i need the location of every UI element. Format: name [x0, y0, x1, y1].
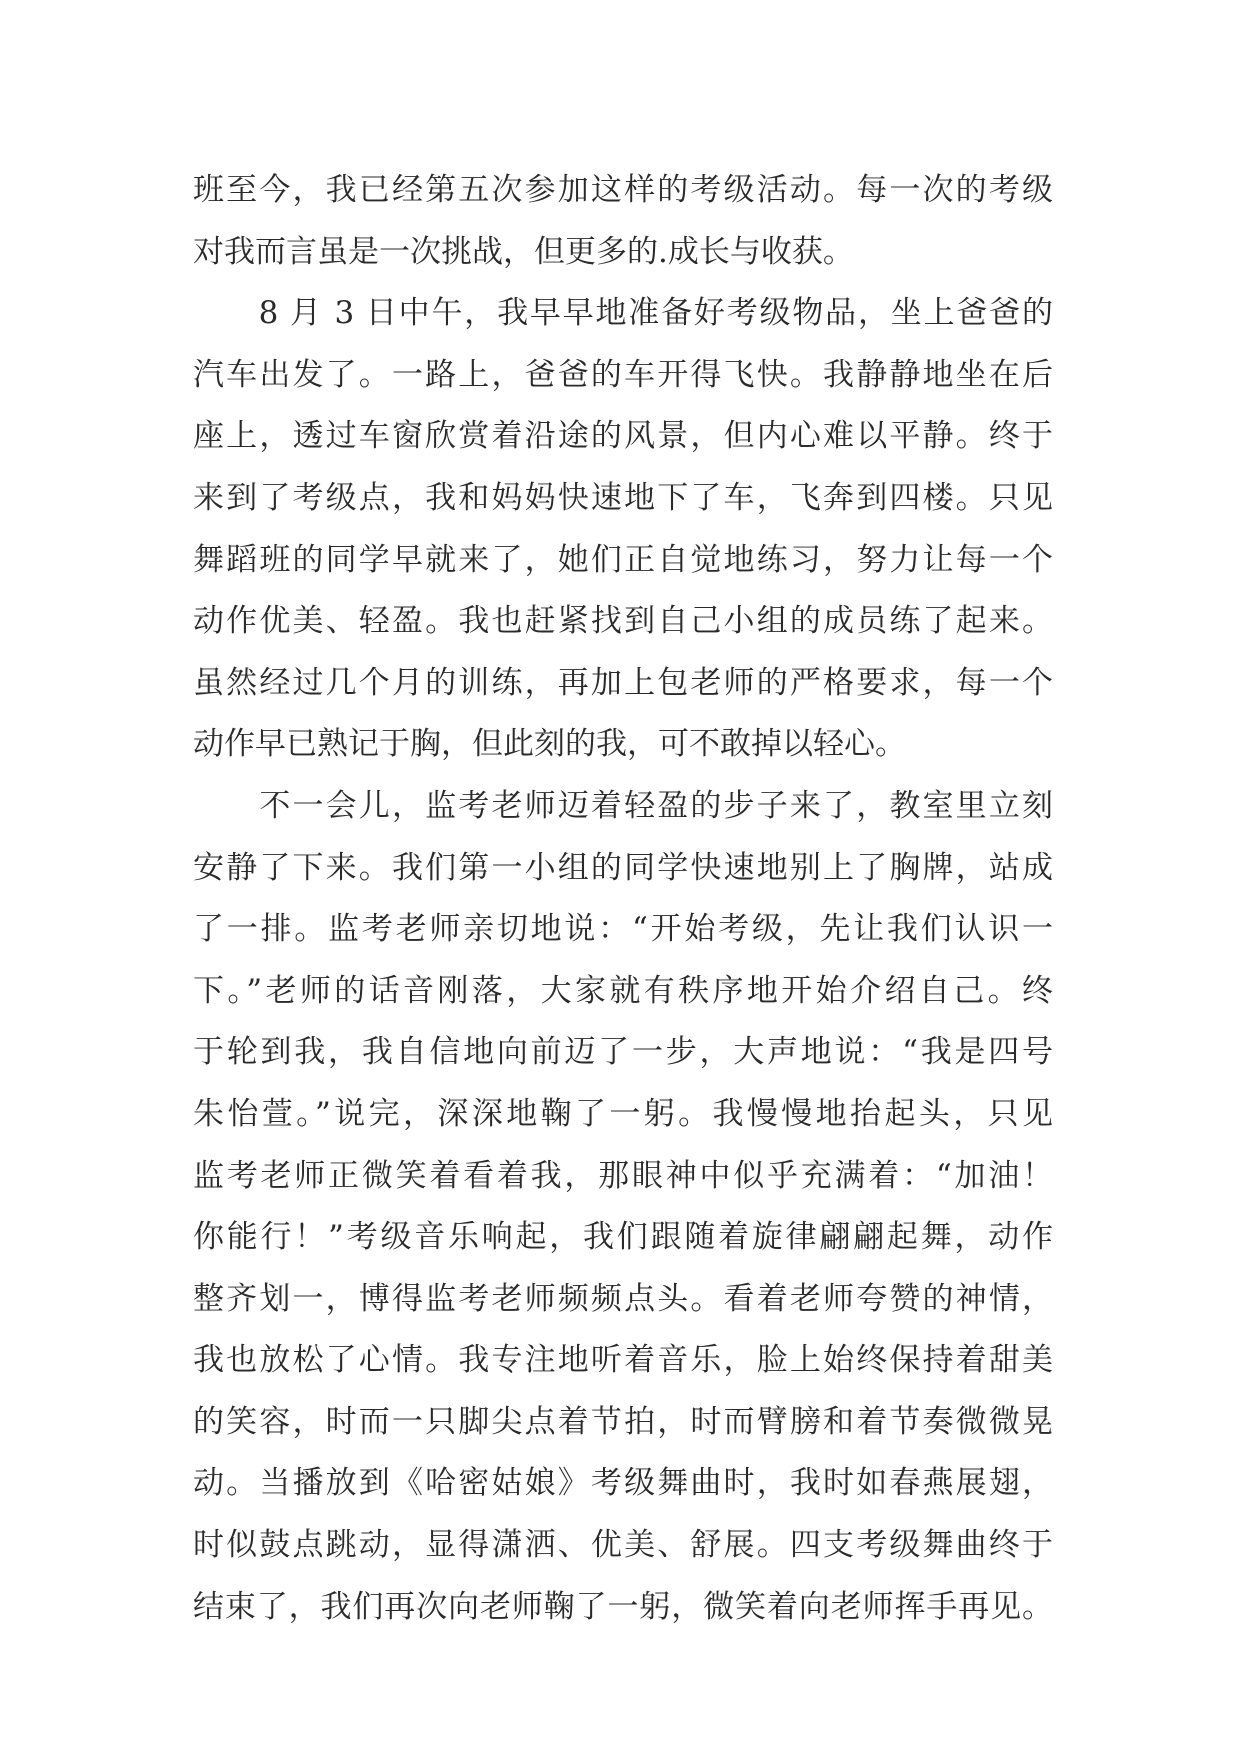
text-line: 结束了，我们再次向老师鞠了一躬，微笑着向老师挥手再见。 [193, 1588, 1053, 1625]
text-line: 8 月 3 日中午，我早早地准备好考级物品，坐上爸爸的 [193, 295, 1053, 332]
text-line: 汽车出发了。一路上，爸爸的车开得飞快。我静静地坐在后 [193, 356, 1053, 393]
text-line: 不一会儿，监考老师迈着轻盈的步子来了，教室里立刻 [193, 787, 1053, 824]
text-line: 舞蹈班的同学早就来了，她们正自觉地练习，努力让每一个 [193, 541, 1053, 578]
text-line: 下。”老师的话音刚落，大家就有秩序地开始介绍自己。终 [193, 972, 1053, 1009]
text-line: 安静了下来。我们第一小组的同学快速地别上了胸牌，站成 [193, 849, 1053, 886]
text-line: 来到了考级点，我和妈妈快速地下了车，飞奔到四楼。只见 [193, 479, 1053, 516]
text-line: 动作优美、轻盈。我也赶紧找到自己小组的成员练了起来。 [193, 603, 1053, 640]
text-line: 整齐划一，博得监考老师频频点头。看着老师夸赞的神情， [193, 1280, 1053, 1317]
text-line: 班至今，我已经第五次参加这样的考级活动。每一次的考级 [193, 172, 1053, 208]
text-line: 的笑容，时而一只脚尖点着节拍，时而臂膀和着节奏微微晃 [193, 1403, 1053, 1440]
text-line: 朱怡萱。”说完，深深地鞠了一躬。我慢慢地抬起头，只见 [193, 1095, 1053, 1132]
text-line: 了一排。监考老师亲切地说：“开始考级，先让我们认识一 [193, 911, 1053, 948]
text-line: 对我而言虽是一次挑战，但更多的.成长与收获。 [193, 233, 854, 270]
text-line: 动作早已熟记于胸，但此刻的我，可不敢掉以轻心。 [193, 726, 906, 763]
text-line: 动。当播放到《哈密姑娘》考级舞曲时，我时如春燕展翅， [193, 1465, 1053, 1502]
text-line: 时似鼓点跳动，显得潇洒、优美、舒展。四支考级舞曲终于 [193, 1527, 1053, 1564]
text-line: 你能行！”考级音乐响起，我们跟随着旋律翩翩起舞，动作 [193, 1219, 1053, 1256]
text-line: 于轮到我，我自信地向前迈了一步，大声地说：“我是四号 [193, 1034, 1053, 1071]
body-text [193, 160, 1053, 1638]
text-line: 监考老师正微笑着看着我，那眼神中似乎充满着：“加油！ [193, 1157, 1053, 1194]
text-line: 座上，透过车窗欣赏着沿途的风景，但内心难以平静。终于 [193, 418, 1053, 455]
text-line: 我也放松了心情。我专注地听着音乐，脸上始终保持着甜美 [193, 1342, 1053, 1379]
text-line: 虽然经过几个月的训练，再加上包老师的严格要求，每一个 [193, 664, 1053, 701]
